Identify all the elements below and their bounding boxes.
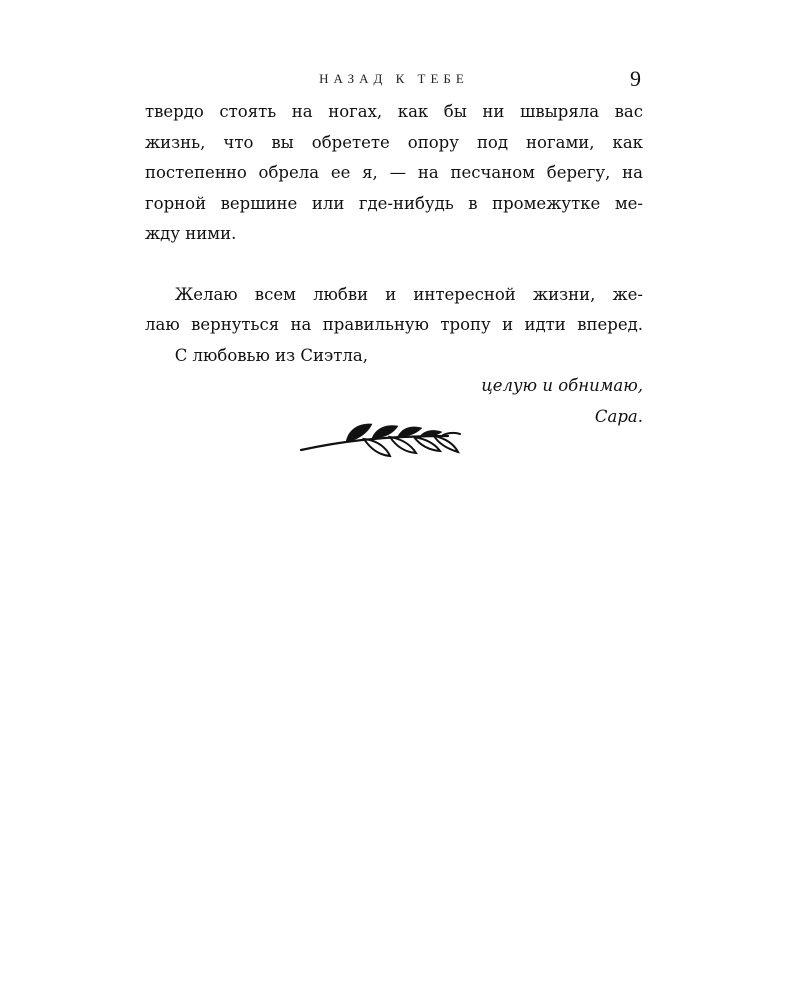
signoff: целую и обнимаю, bbox=[481, 376, 643, 395]
text-line: горной вершине или где-нибудь в промежутке ме- bbox=[145, 193, 643, 213]
text-line: Желаю всем любви и интересной жизни, же- bbox=[174, 284, 643, 304]
text-line: жду ними. bbox=[145, 224, 237, 243]
text-line: лаю вернуться на правильную тропу и идти вперед. bbox=[145, 315, 643, 334]
paragraph-2 bbox=[145, 280, 643, 341]
salutation: С любовью из Сиэтла, bbox=[174, 345, 368, 365]
running-title: НАЗАД К ТЕБЕ bbox=[319, 71, 469, 86]
text-line: жизнь, что вы обретете опору под ногами, как bbox=[145, 132, 643, 152]
signature: Сара. bbox=[594, 406, 643, 426]
text-line: твердо стоять на ногах, как бы ни швыряла вас bbox=[145, 102, 643, 121]
page-number: 9 bbox=[630, 66, 641, 91]
running-head bbox=[145, 68, 643, 92]
text-line: постепенно обрела ее я, — на песчаном берегу, на bbox=[145, 163, 643, 182]
body-text bbox=[145, 97, 643, 432]
paragraph-1 bbox=[145, 97, 643, 250]
leaf-branch-icon bbox=[298, 418, 463, 468]
paragraph-gap bbox=[145, 250, 643, 280]
